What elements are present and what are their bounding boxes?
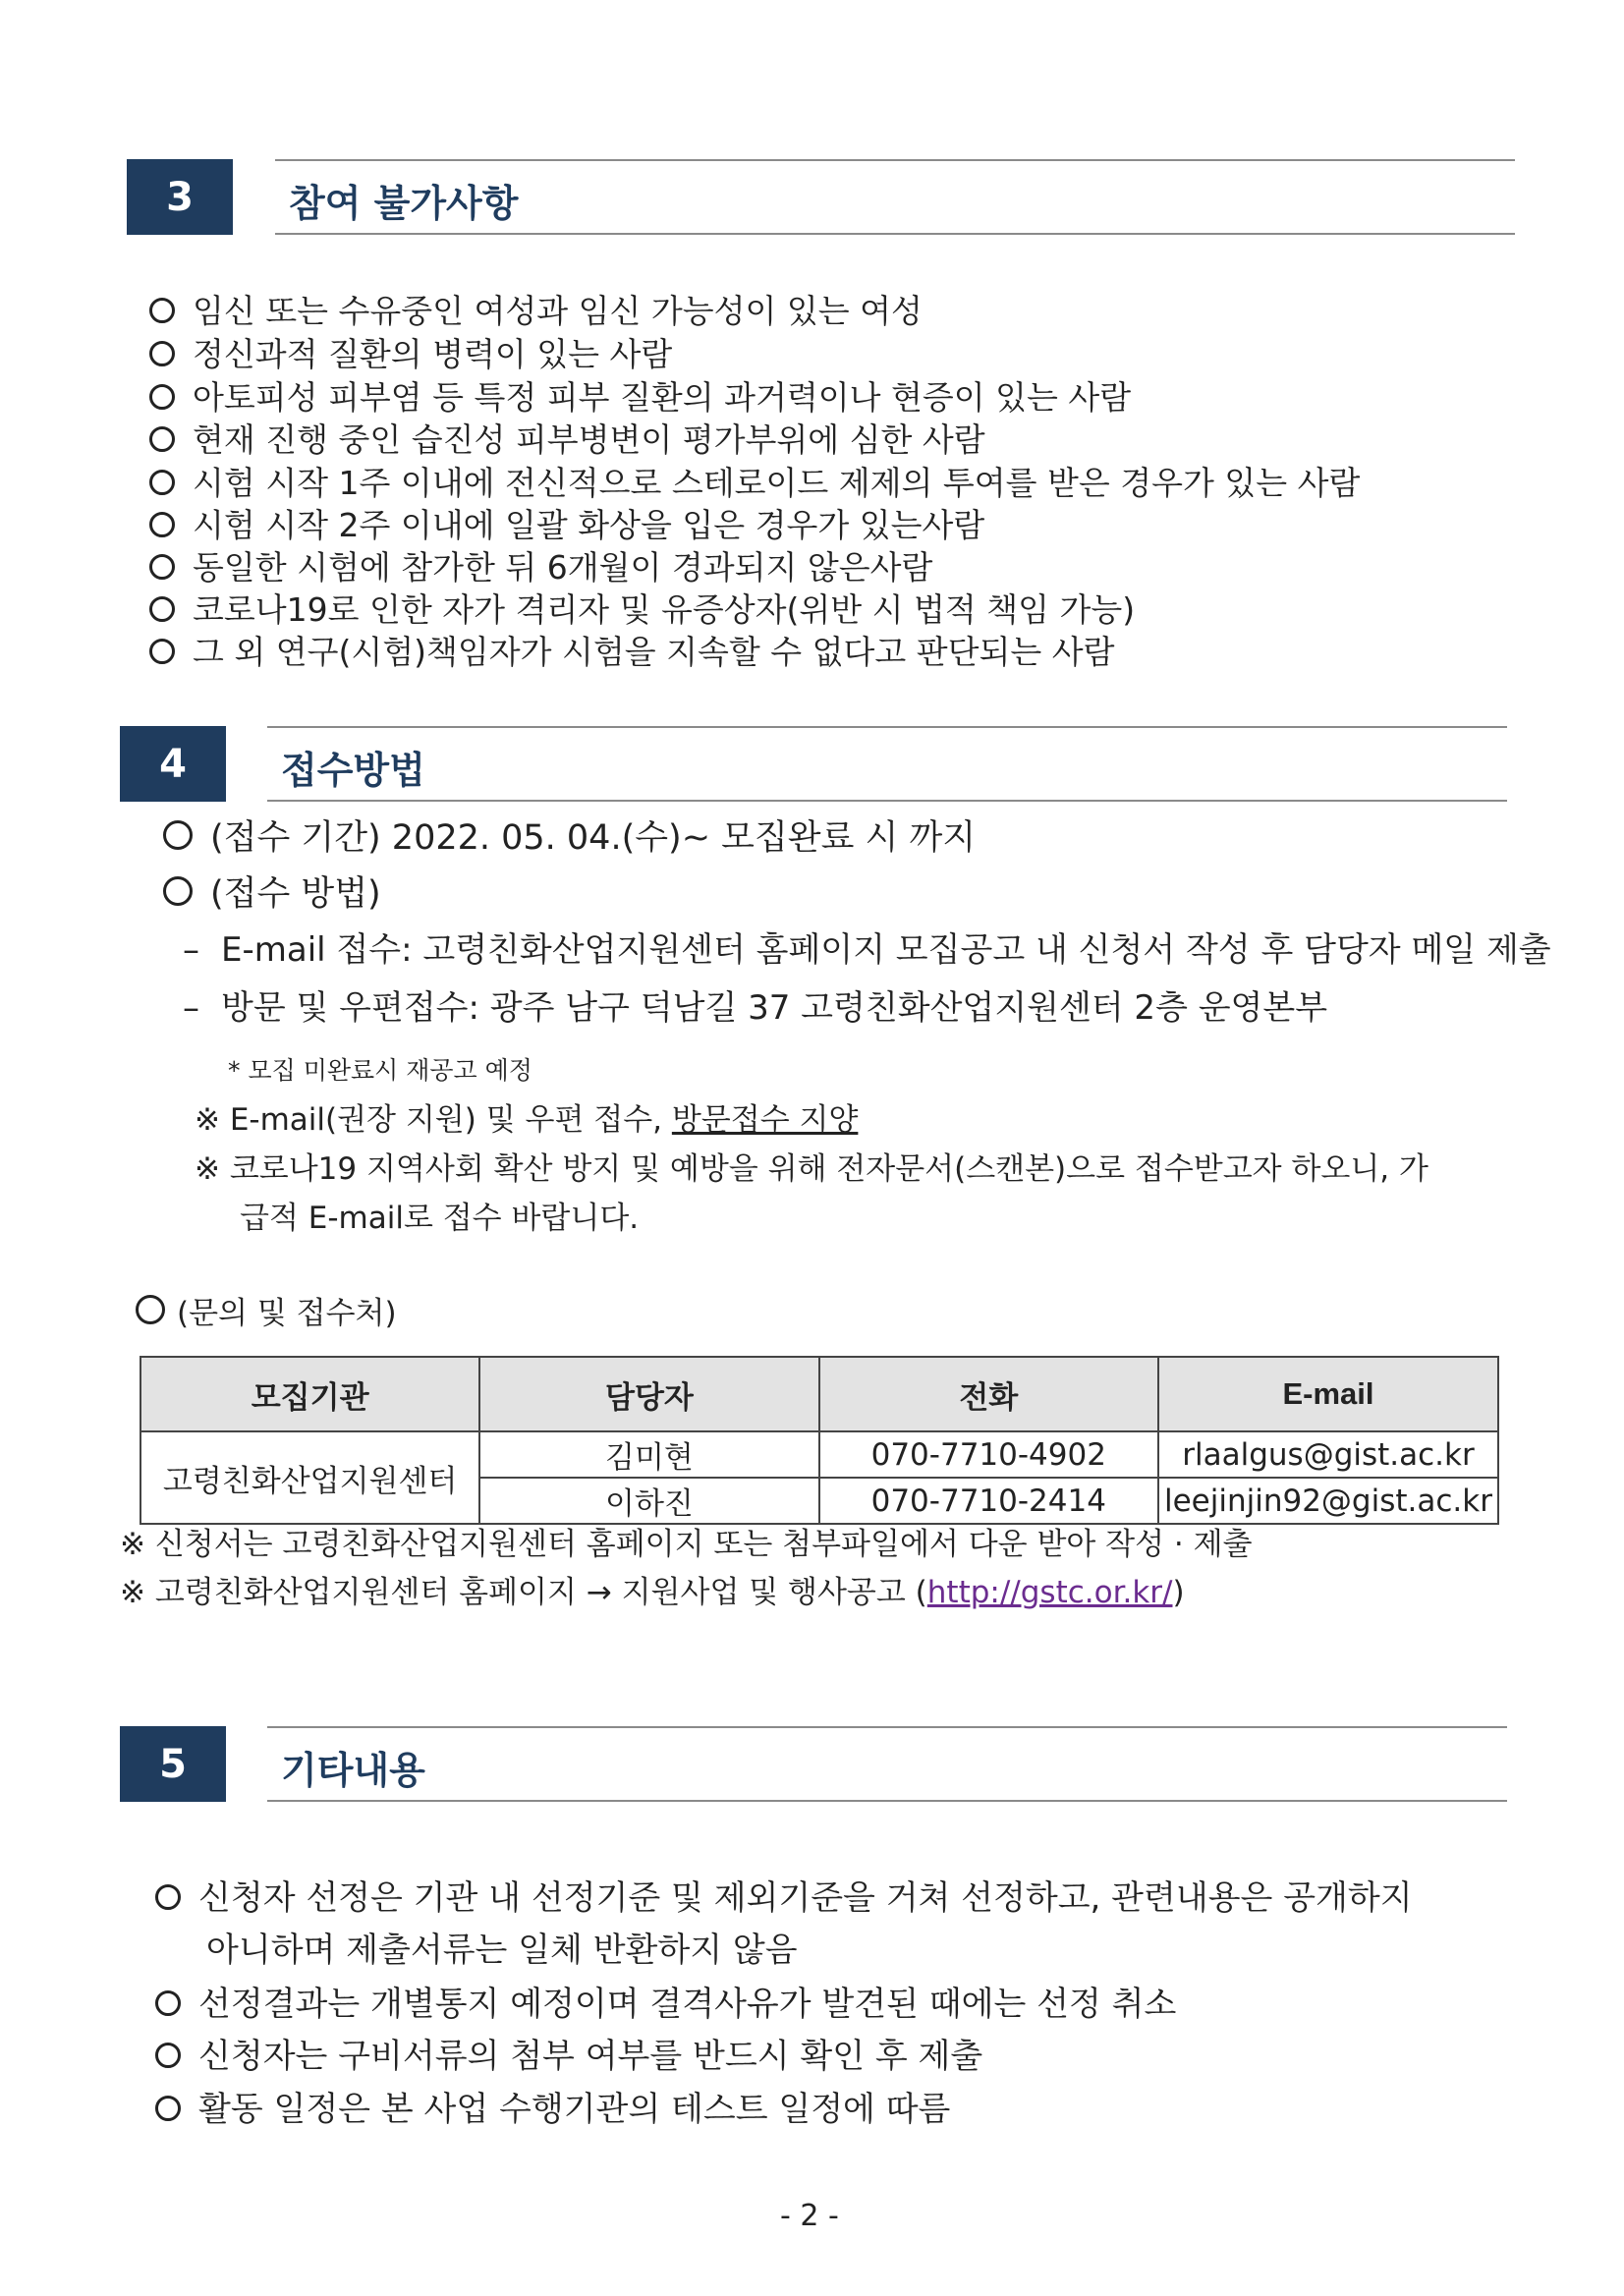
table-header-cell: 담당자 [479,1357,818,1431]
section-3-number: 3 [127,159,233,235]
circle-bullet-icon [149,426,175,452]
contact-table [140,1356,1499,1525]
name-cell: 김미현 [479,1431,818,1478]
list-item: 활동 일정은 본 사업 수행기관의 테스트 일정에 따름 [155,2090,950,2129]
phone-cell: 070-7710-2414 [819,1478,1158,1524]
email-cell: leejinjin92@gist.ac.kr [1158,1478,1498,1524]
section-5-title-rule [267,1726,1507,1802]
circle-bullet-icon [155,1990,181,2016]
circle-bullet-icon [149,384,175,410]
circle-bullet-icon [136,1295,165,1324]
note-covid-line2: 급적 E-mail로 접수 바랍니다. [240,1201,640,1236]
contact-label: (문의 및 접수처) [136,1294,397,1333]
dash-bullet-icon: – [183,988,199,1028]
homepage-link[interactable]: http://gstc.or.kr/ [926,1575,1173,1610]
list-item: 그 외 연구(시험)책임자가 시험을 지속할 수 없다고 판단되는 사람 [149,633,1115,672]
table-header-cell: 전화 [819,1357,1158,1431]
note-email-recommended: ※ E-mail(권장 지원) 및 우편 접수, 방문접수 지양 [195,1102,859,1138]
email-method: – E-mail 접수: 고령친화산업지원센터 홈페이지 모집공고 내 신청서 작성 후 담당자 메일 제출 [183,930,1551,970]
list-item: 아토피성 피부염 등 특정 피부 질환의 과거력이나 현증이 있는 사람 [149,378,1131,418]
list-item: 정신과적 질환의 병력이 있는 사람 [149,335,672,374]
phone-cell: 070-7710-4902 [819,1431,1158,1478]
section-4-title: 접수방법 [281,749,425,792]
name-cell: 이하진 [479,1478,818,1524]
circle-bullet-icon [149,470,175,495]
org-cell: 고령친화산업지원센터 [140,1431,479,1524]
list-item: 동일한 시험에 참가한 뒤 6개월이 경과되지 않은사람 [149,548,932,588]
note-covid-line1: ※ 코로나19 지역사회 확산 방지 및 예방을 위해 전자문서(스캔본)으로 접수받고자 하오니, 가 [195,1151,1428,1187]
page-number: - 2 - [780,2199,839,2233]
circle-bullet-icon [149,596,175,622]
circle-bullet-icon [149,341,175,366]
list-item: 코로나19로 인한 자가 격리자 및 유증상자(위반 시 법적 책임 가능) [149,590,1135,630]
circle-bullet-icon [149,554,175,580]
table-header-cell: E-mail [1158,1357,1498,1431]
circle-bullet-icon [163,876,193,906]
list-item: 현재 진행 중인 습진성 피부병변이 평가부위에 심한 사람 [149,420,985,460]
circle-bullet-icon [149,639,175,664]
circle-bullet-icon [149,298,175,323]
list-item: 신청자 선정은 기관 내 선정기준 및 제외기준을 거쳐 선정하고, 관련내용은 공개하지 [155,1878,1413,1918]
application-form-note: ※ 신청서는 고령친화산업지원센터 홈페이지 또는 첨부파일에서 다운 받아 작성 · 제출 [120,1527,1253,1562]
email-cell: rlaalgus@gist.ac.kr [1158,1431,1498,1478]
circle-bullet-icon [149,512,175,537]
reception-period: (접수 기간) 2022. 05. 04.(수)~ 모집완료 시 까지 [163,818,976,858]
list-item-continued: 아니하며 제출서류는 일체 반환하지 않음 [206,1931,798,1970]
circle-bullet-icon [155,2096,181,2121]
section-4-number: 4 [120,726,226,802]
list-item: 선정결과는 개별통지 예정이며 결격사유가 발견된 때에는 선정 취소 [155,1985,1176,2024]
homepage-note: ※ 고령친화산업지원센터 홈페이지 → 지원사업 및 행사공고 (http://gstc.or.kr/) [120,1575,1185,1610]
circle-bullet-icon [155,2043,181,2068]
list-item: 시험 시작 1주 이내에 전신적으로 스테로이드 제제의 투여를 받은 경우가 있는 사람 [149,464,1360,503]
table-header-cell: 모집기관 [140,1357,479,1431]
section-5-number: 5 [120,1726,226,1802]
circle-bullet-icon [155,1884,181,1910]
list-item: 임신 또는 수유중인 여성과 임신 가능성이 있는 여성 [149,292,923,331]
visit-method: – 방문 및 우편접수: 광주 남구 덕남길 37 고령친화산업지원센터 2층 운영본부 [183,988,1328,1028]
table-header-row [140,1357,1498,1431]
section-5-title: 기타내용 [281,1749,425,1792]
section-3-title: 참여 불가사항 [289,182,519,225]
table-row [140,1431,1498,1478]
list-item: 신청자는 구비서류의 첨부 여부를 반드시 확인 후 제출 [155,2037,982,2076]
reception-method: (접수 방법) [163,874,381,914]
list-item: 시험 시작 2주 이내에 일괄 화상을 입은 경우가 있는사람 [149,506,984,545]
section-4-title-rule [267,726,1507,802]
circle-bullet-icon [163,820,193,850]
footnote: * 모집 미완료시 재공고 예정 [228,1056,532,1085]
dash-bullet-icon: – [183,930,199,970]
